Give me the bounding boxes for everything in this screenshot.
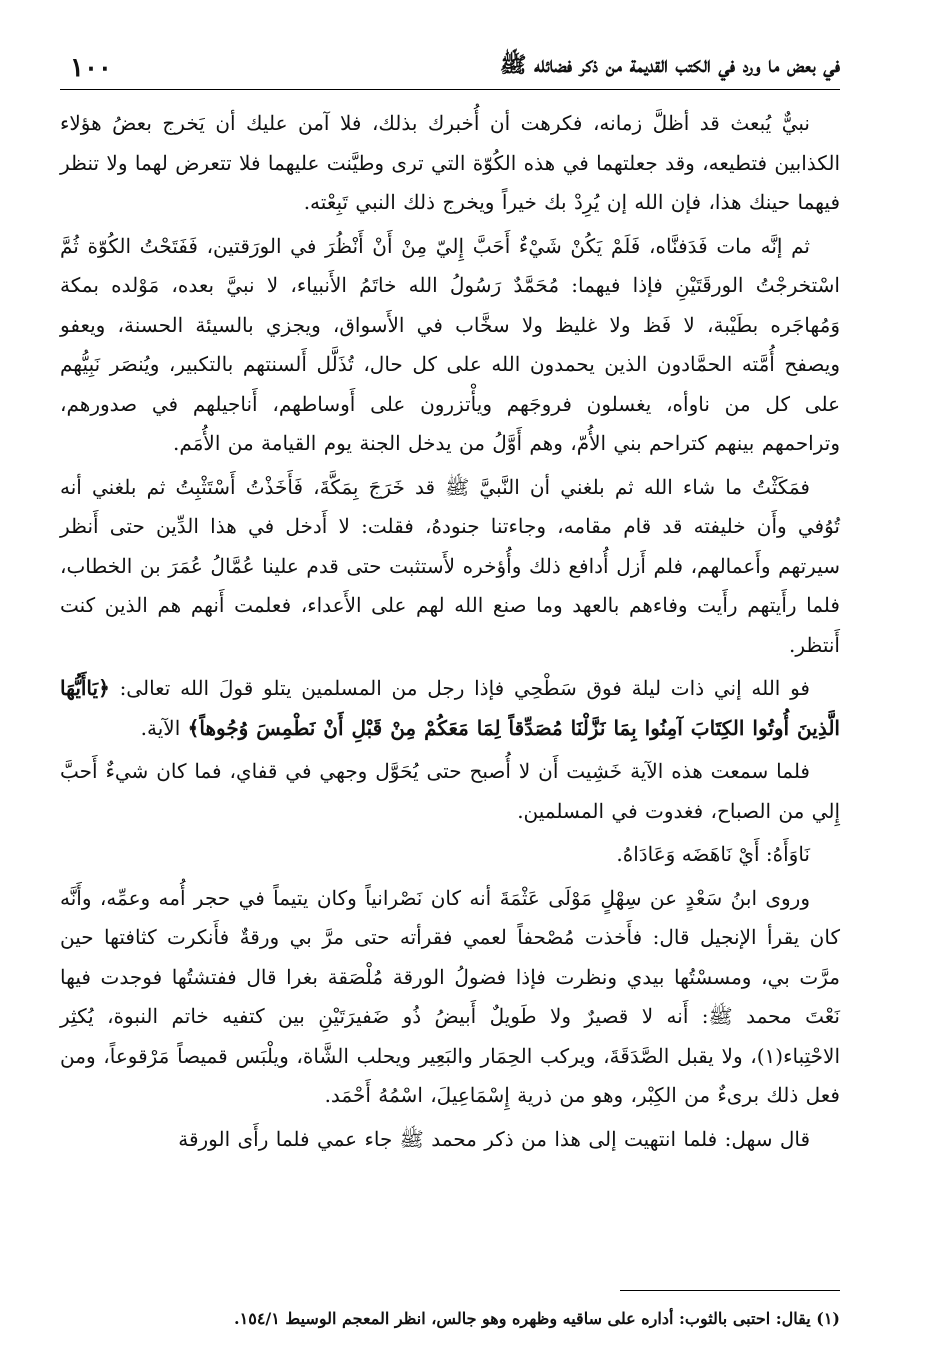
paragraph: ثم إنَّه مات فَدَفنَّاه، فَلَمْ يَكُنْ شَيْءٌ أَحَبَّ إِليّ مِنْ أَنْ أَنْظُرَ في الورَقتين، فَفَتَحْتُ الكُوّة ثُمَّ اسْتخرجْتُ الورقَتَيْنِ فإذا فيهما: مُحَمَّدٌ رَسُولُ الله خاتَمُ الأَنبياء، لا نبيَّ بعده، مَوْلده بمكة وَمُهاجَره بطَيْبة، لا فَظ ولا غليظ ولا سخَّاب في الأَسواق، ويجزي بالسيئة الحسنة، ويعفو ويصفح أُمَّته الحمَّادون الذين يحمدون الله على كل حال، تُذَلَّل أَلسنتهم بالتكبير، ويُنصَر نَبِيُّهم على كل من ناوأه، يغسلون فروجَهم ويأْتزرون على أَوساطهم، أَناجيلهم في صدورهم، وتراحمهم بينهم كتراحم بني الأُمّ، وهم أَوَّلُ من يدخل الجنة يوم القيامة من الأُمَم. xyxy=(60,233,840,455)
paragraph: وروى ابنُ سَعْدٍ عن سِهْلٍ مَوْلَى عَثْمَةَ أنه كان نَصْرانياً وكان يتيماً في حجر أُمه وعمِّه، وأَنَّه كان يقرأ الإنجيل قال: فأَخذت مُصْحفاً لعمي فقرأته حتى مرَّ بي ورقةٌ فأَنكرت كثافتها حين مرَّت بي، ومسسْتُها بيدي ونظرت فإذا فضولُ الورقة مُلْصَقة بغرا قال ففتشتُها فوجدت فيها نَعْتَ محمد ﷺ: أَنه لا قصيرٌ ولا طَويلٌ أَبيضُ ذُو ضَفيرَتَيْنِ بين كتفيه خاتم النبوة، يُكثِر الاحْتِباء(١)، ولا يقبل الصَّدَقَةَ، ويركب الحِمَار والبَعِير ويحلب الشَّاة، ويلْبَس قميصاً مَرْقوعاً، ومن فعل ذلك برىءٌ من الكِبْر، وهو من ذرية إِسْمَاعِيلَ، اسْمُهُ أَحْمَد. xyxy=(60,885,840,1107)
paragraph: فلما سمعت هذه الآية خَشِيت أَن لا أُصبح حتى يُحَوَّل وجهي في قفاي، فما كان شيءٌ أَحبَّ إِلي من الصباح، فغدوت في المسلمين. xyxy=(60,759,840,823)
verse-tail: الآية. xyxy=(140,715,188,740)
verse-paragraph xyxy=(60,669,840,748)
running-title: في بعض ما ورد في الكتب القديمة من ذكر فضائله ﷺ xyxy=(499,52,840,78)
paragraph: قال سهل: فلما انتهيت إلى هذا من ذكر محمد ﷺ جاء عمي فلما رأَى الورقة xyxy=(178,1126,810,1151)
gloss-note: نَاوَأَهُ: أَيْ نَاهَضَه وَعَادَاهُ. xyxy=(616,842,810,866)
body-text xyxy=(60,104,840,1159)
verse-lead: فو الله إني ذات ليلة فوق سَطْحِي فإذا رجل من المسلمين يتلو قولَ الله تعالى: xyxy=(109,676,810,700)
paragraph: نبيٌّ يُبعث قد أظلَّ زمانه، فكرهت أن أُخبرك بذلك، فلا آمن عليك أن يَخرج بعضُ هؤلاء الكذابين فتطيعه، وقد جعلتهما في هذه الكُوّة التي ترى وطيَّنت عليهما فلا تتعرض لهما ولا تنظر فيهما حينك هذا، فإن الله إن يُرِدْ بك خيراً ويخرج ذلك النبي تَبِعْته. xyxy=(60,111,840,214)
page-number: ١٠٠ xyxy=(70,53,112,83)
book-page xyxy=(60,40,840,1330)
footnote-divider xyxy=(620,1290,840,1291)
page-header xyxy=(60,40,840,90)
footnote: (١) يقال: احتبى بالثوب: أداره على ساقيه وظهره وهو جالس، انظر المعجم الوسيط ١٥٤/١. xyxy=(234,1309,840,1328)
quran-verse: ﴿يَاأَيُّهَا الَّذِينَ أُوتُوا الكِتَابَ آمِنُوا بِمَا نَزَّلْنَا مُصَدِّقاً لِمَا مَعَكُمْ مِنْ قَبْلِ أَنْ نَطْمِسَ وُجُوهاً﴾ xyxy=(60,676,840,740)
paragraph: فمَكَثْتُ ما شاء الله ثم بلغني أن النَّبيَّ ﷺ قد خَرَجَ بِمَكَّةَ، فَأَخَذْتُ أَسْتَثْبِتُ ثم بلغني أنه تُوُفي وأَن خليفته قد قام مقامه، وجاءتنا جنودهُ، فقلت: لا أَدخل في هذا الدِّين حتى أَنظر سيرتهم وأَعمالهم، فلم أَزل أُدافع ذلك وأُؤخره لأَستثبت حتى قدم علينا عُمَّالُ عُمَرَ بن الخطاب، فلما رأَيتهم رأَيت وفاءهم بالعهد وما صنع الله لهم على الأَعداء، فعلمت أَنهم هم الذين كنت أَنتظر. xyxy=(60,474,840,657)
